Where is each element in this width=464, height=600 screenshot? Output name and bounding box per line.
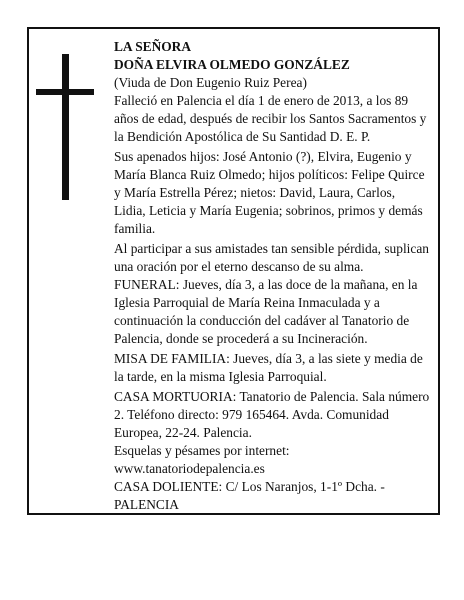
online-label: Esquelas y pésames por internet: xyxy=(114,443,290,458)
cross-icon xyxy=(36,54,94,200)
mortuary-paragraph: CASA MORTUORIA: Tanatorio de Palencia. Sala número 2. Teléfono directo: 979 165464. Avda. Comunidad Europea, 22-24. Palencia. xyxy=(114,389,430,440)
death-paragraph: Falleció en Palencia el día 1 de enero de 2013, a los 89 años de edad, después de recibir los Santos Sacramentos y la Bendición Apostólica de Su Santidad D. E. P. xyxy=(114,93,427,144)
widow-of-line: (Viuda de Don Eugenio Ruiz Perea) xyxy=(114,75,307,90)
funeral-paragraph: FUNERAL: Jueves, día 3, a las doce de la mañana, en la Iglesia Parroquial de María Reina Inmaculada y a continuación la conducción del cadáver al Tanatorio de Palencia, donde se procederá a su Incineración. xyxy=(114,277,418,346)
deceased-name: DOÑA ELVIRA OLMEDO GONZÁLEZ xyxy=(114,57,350,72)
family-paragraph: Sus apenados hijos: José Antonio (?), Elvira, Eugenio y María Blanca Ruiz Olmedo; hijos políticos: Felipe Quirce y María Estrella Pérez; nietos: David, Laura, Carlos, Lidia, Leticia y María Eugenia; sobrinos, primos y demás familia. xyxy=(114,149,425,236)
title-line-1: LA SEÑORA xyxy=(114,39,192,54)
family-home-paragraph: CASA DOLIENTE: C/ Los Naranjos, 1-1º Dcha. - PALENCIA xyxy=(114,479,385,512)
family-mass-paragraph: MISA DE FAMILIA: Jueves, día 3, a las siete y media de la tarde, en la misma Iglesia Parroquial. xyxy=(114,351,423,384)
online-url: www.tanatoriodepalencia.es xyxy=(114,461,265,476)
cross-horizontal-bar xyxy=(36,89,94,95)
obituary-text xyxy=(114,38,430,514)
cross-vertical-bar xyxy=(62,54,69,200)
request-paragraph: Al participar a sus amistades tan sensible pérdida, suplican una oración por el eterno descanso de su alma. xyxy=(114,241,429,274)
